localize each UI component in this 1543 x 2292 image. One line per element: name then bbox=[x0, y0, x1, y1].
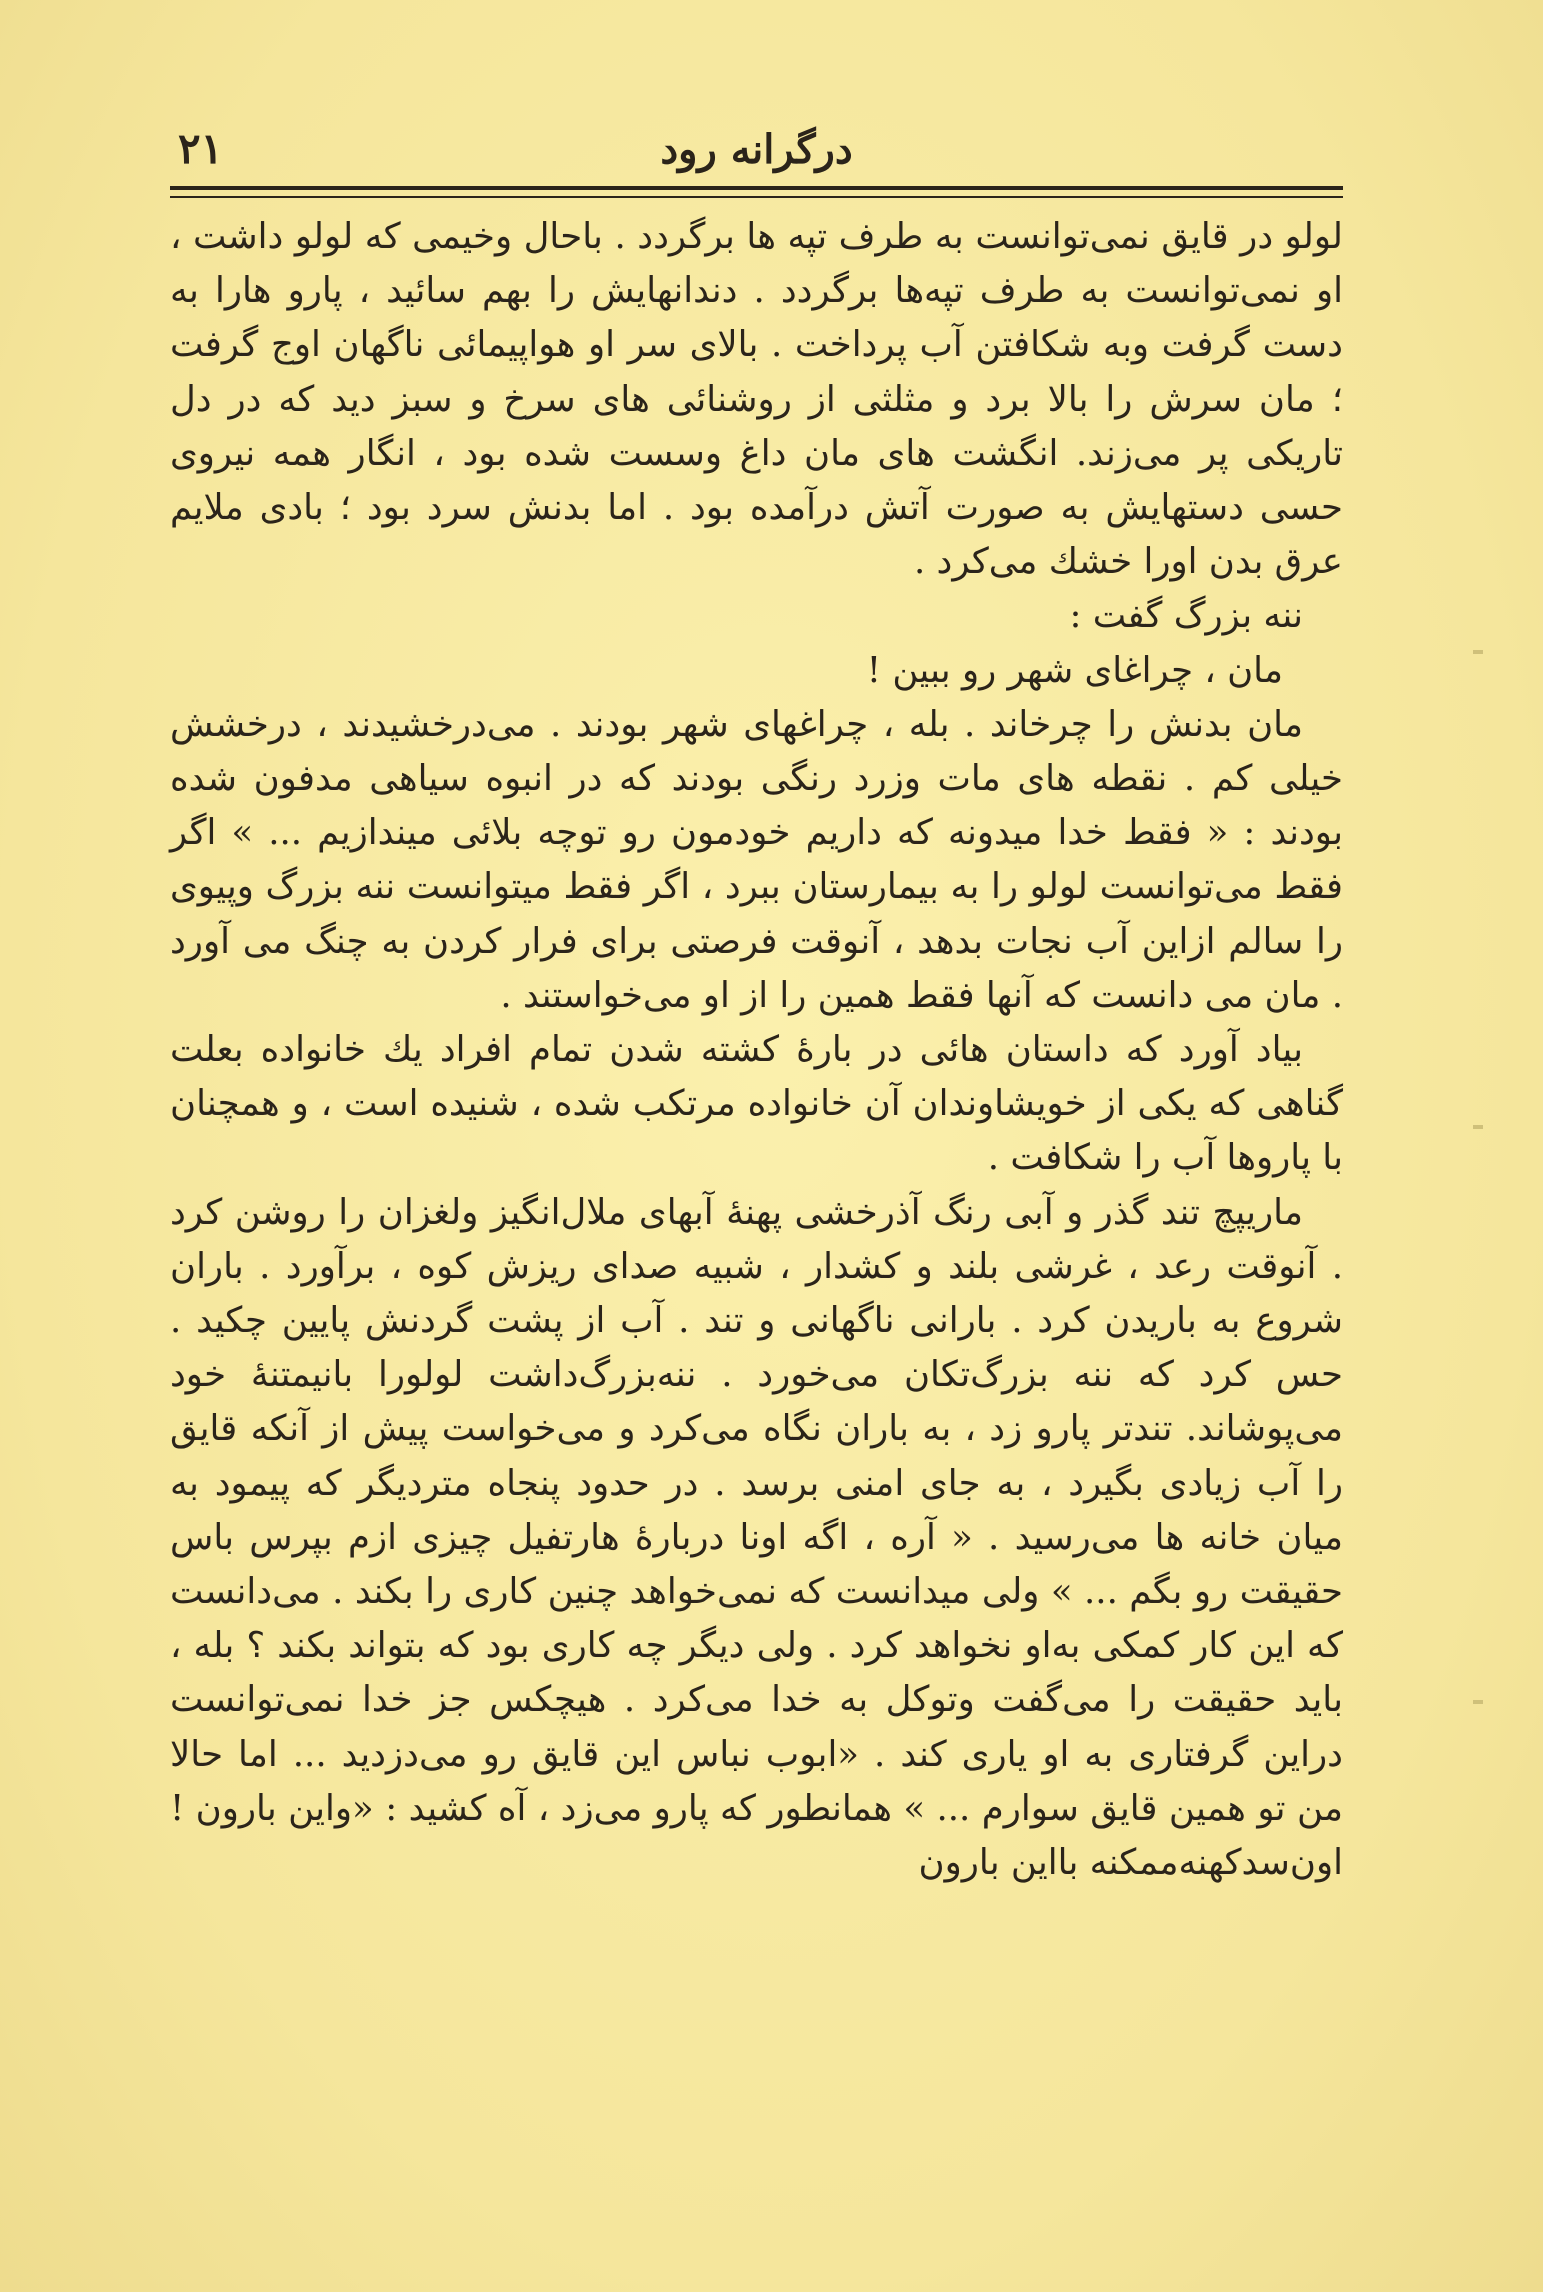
header-rule bbox=[170, 186, 1343, 198]
paragraph: ننه بزرگ گفت : bbox=[1069, 595, 1303, 637]
page-number: ۲۱ bbox=[178, 124, 224, 173]
margin-speck bbox=[1473, 1125, 1483, 1129]
paragraph: بیاد آورد که داستان هائی در بارهٔ کشته شدن تمام افراد يك خانواده بعلت گناهی که یکی از خویشاوندان آن خانواده مرتکب شده ، شنیده است ، و همچنان با پاروها آب را شکافت . bbox=[170, 1029, 1343, 1179]
paragraph: مان ، چراغای شهر رو ببین ! bbox=[866, 649, 1283, 691]
page-header bbox=[170, 118, 1343, 178]
margin-speck bbox=[1473, 650, 1483, 654]
paragraph: ماریپچ تند گذر و آبی رنگ آذرخشی پهنهٔ آبهای ملال‌انگیز ولغزان را روشن کرد . آنوقت رعد ، غرشی بلند و کشدار ، شبیه صدای ریزش کوه ، برآورد . باران شروع به باریدن کرد . بارانی ناگهانی و تند . آب از پشت گردنش پایین چکید . حس کرد که ننه بزرگ‌تکان می‌خورد . ننه‌بزرگ‌داشت لولورا بانیمتنهٔ خود می‌پوشاند. تندتر پارو زد ، به باران نگاه می‌کرد و می‌خواست پیش از آنکه قایق را آب زیادی بگیرد ، به جای امنی برسد . در حدود پنجاه متردیگر که پیمود به میان خانه ها می‌رسید . « آره ، اگه اونا دربارهٔ هارتفیل چیزی ازم بپرس باس حقیقت رو بگم ... » ولی میدانست که نمی‌خواهد چنین کاری را بکند . می‌دانست که این کار کمکی به‌او نخواهد کرد . ولی دیگر چه کاری بود که بتواند بکند ؟ بله ، باید حقیقت را می‌گفت وتوکل به خدا می‌کرد . هیچکس جز خدا نمی‌توانست دراین گرفتاری به او یاری کند . «ابوب نباس این قایق رو می‌دزدید ... اما حالا من تو همین قایق سوارم ... » همانطور که پارو می‌زد ، آه کشید : «واین بارون ! اون‌سدکهنه‌ممکنه بااین بارون bbox=[170, 1191, 1343, 1884]
running-title: درگرانه رود bbox=[660, 126, 853, 173]
margin-speck bbox=[1473, 1700, 1483, 1704]
body-text bbox=[170, 210, 1343, 1890]
paragraph: مان بدنش را چرخاند . بله ، چراغهای شهر بودند . می‌درخشیدند ، درخشش خیلی کم . نقطه های مات وزرد رنگی بودند که در انبوه سیاهی مدفون شده بودند : « فقط خدا میدونه که داریم خودمون رو توچه بلائی میندازیم ... » اگر فقط می‌توانست لولو را به بیمارستان ببرد ، اگر فقط میتوانست ننه بزرگ وپیوی را سالم ازاین آب نجات بدهد ، آنوقت فرصتی برای فرار کردن به چنگ می آورد . مان می دانست که آنها فقط همین را از او می‌خواستند . bbox=[170, 703, 1343, 1016]
paragraph: لولو در قایق نمی‌توانست به طرف تپه ها برگردد . باحال وخیمی که لولو داشت ، او نمی‌توانست به طرف تپه‌ها برگردد . دندانهایش را بهم سائید ، پارو هارا به دست گرفت وبه شکافتن آب پرداخت . بالای سر او هواپیمائی ناگهان اوج گرفت ؛ مان سرش را بالا برد و مثلثی از روشنائی های سرخ و سبز دید که در دل تاریکی پر می‌زند. انگشت های مان داغ وسست شده بود ، انگار همه نیروی حسی دستهایش به صورت آتش درآمده بود . اما بدنش سرد بود ؛ بادی ملایم عرق بدن اورا خشك می‌كرد . bbox=[170, 216, 1343, 583]
